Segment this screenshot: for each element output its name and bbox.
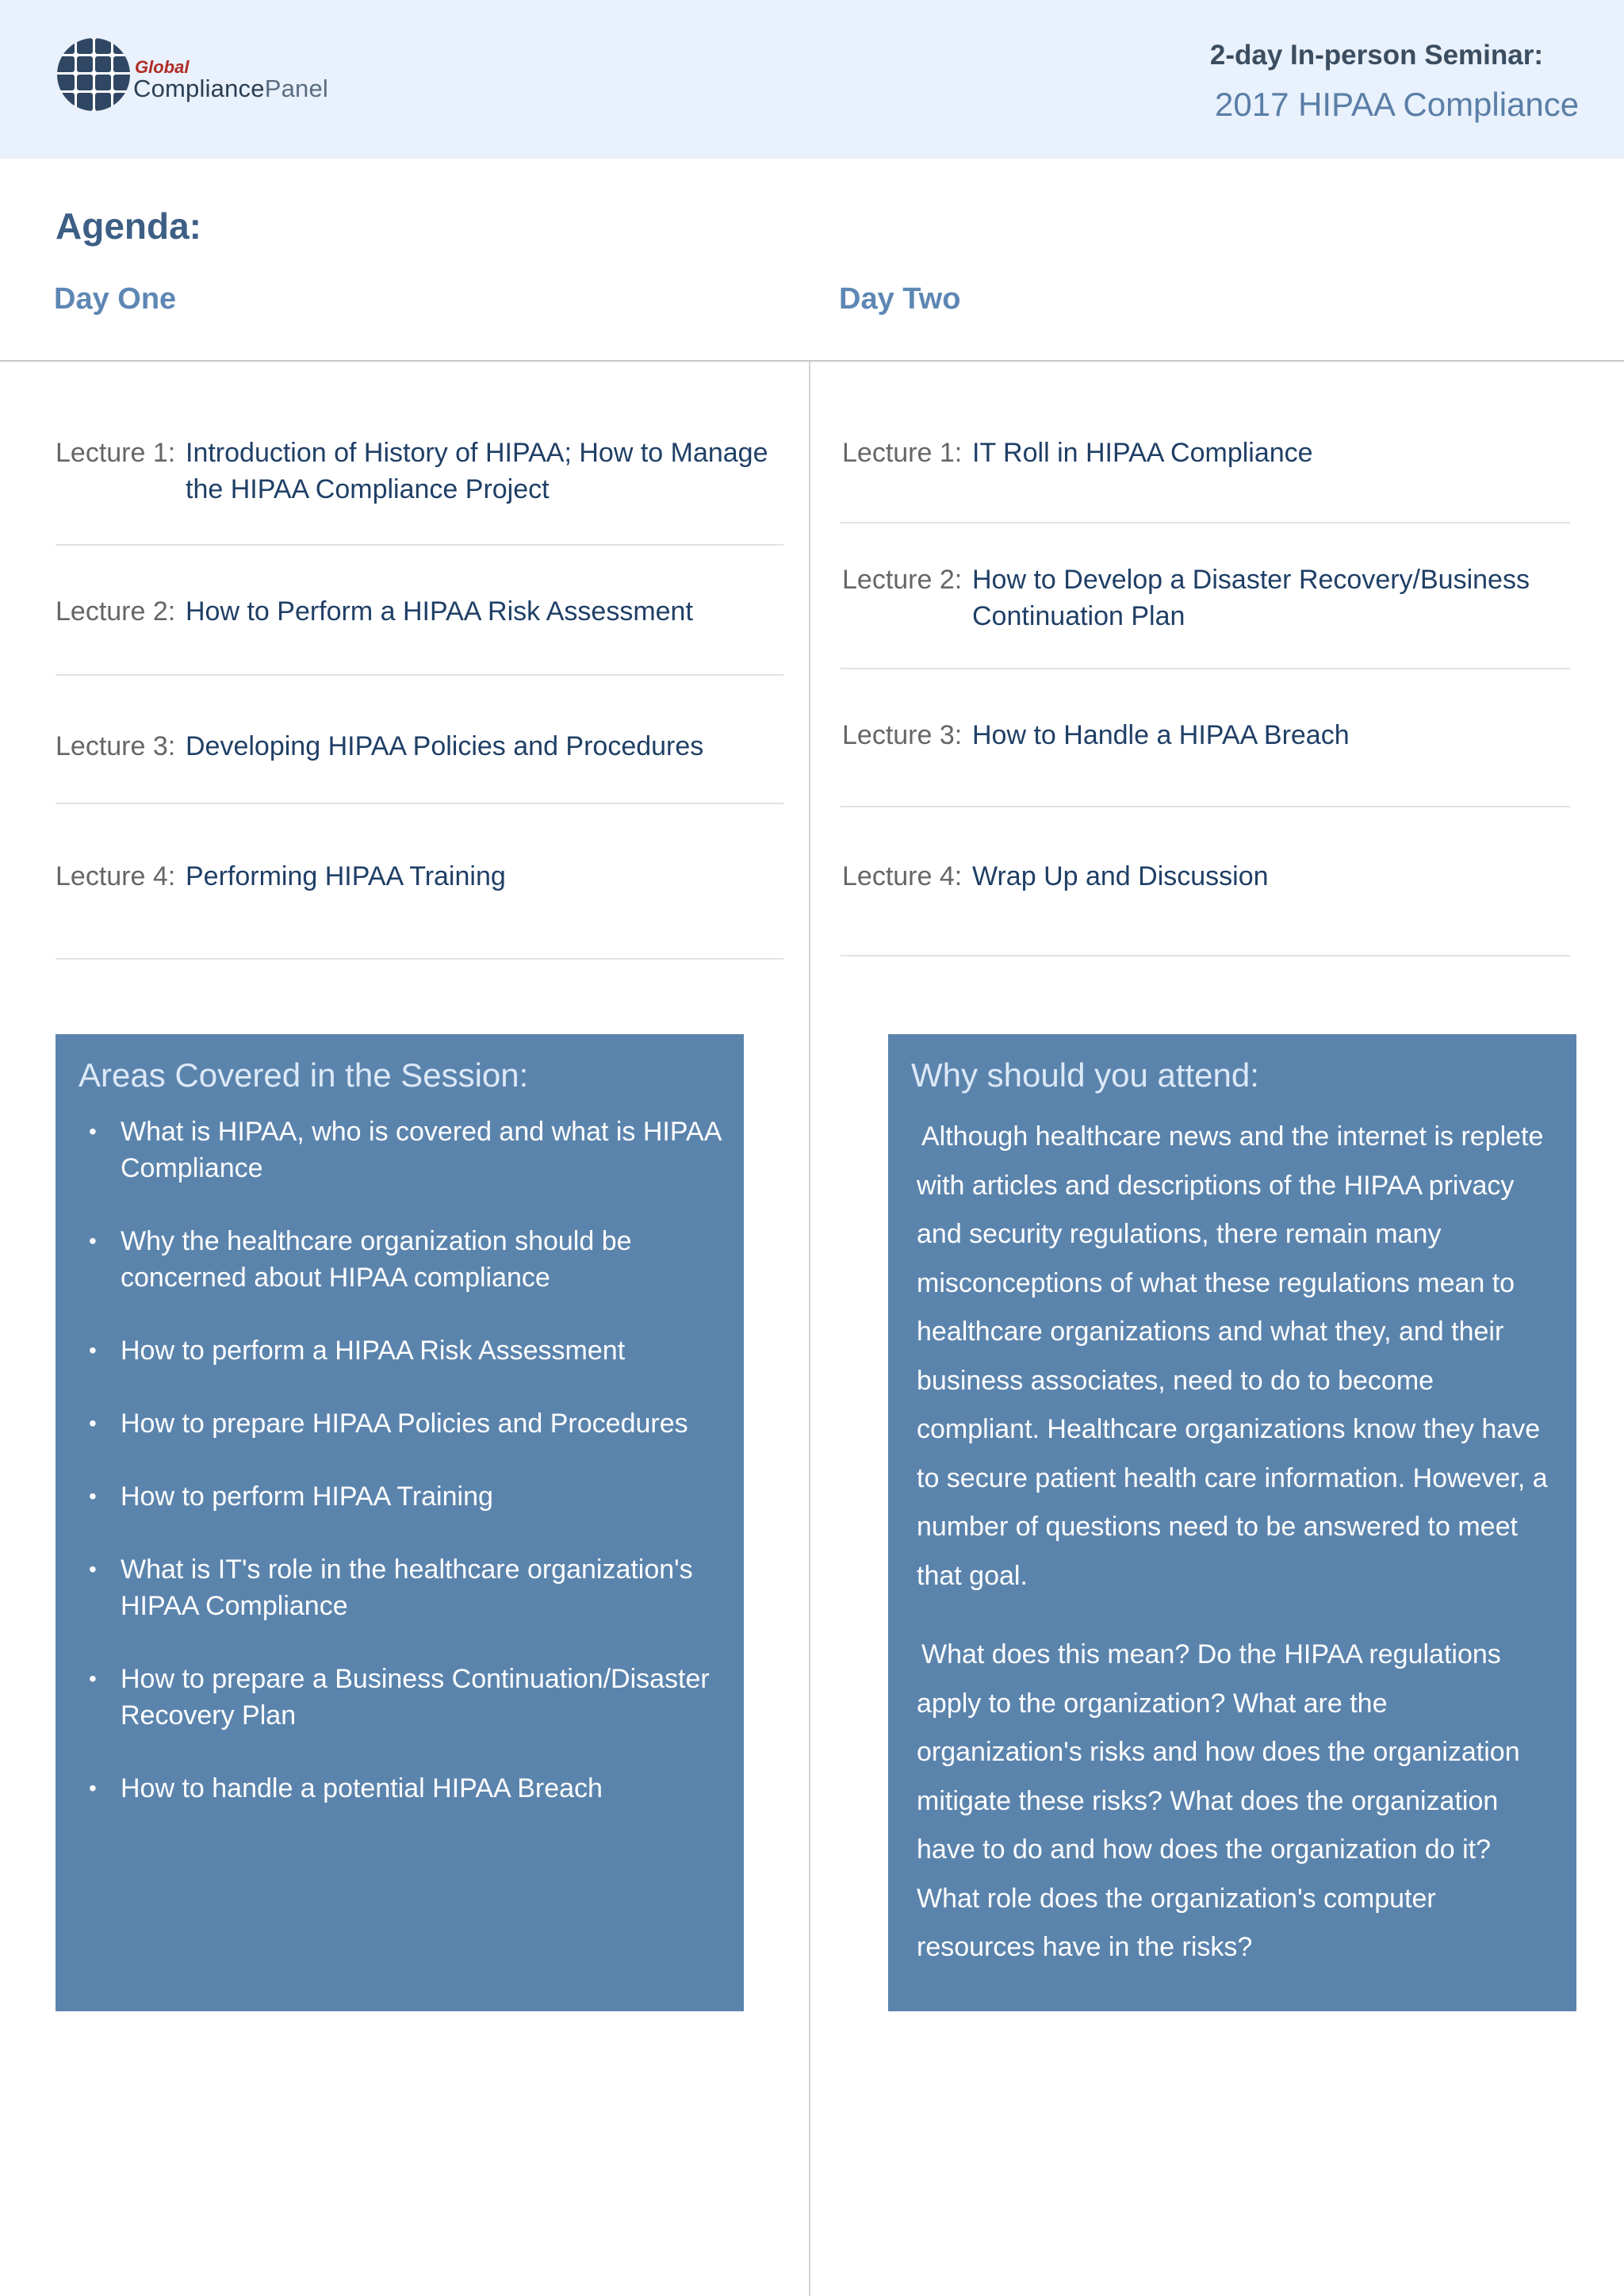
why-attend-paragraph: What does this mean? Do the HIPAA regulations apply to the organization? What are the organization's risks and how does the organization mitigate these risks? What does the organization have to do and how does the organization do it? What role does the organization's computer resources have in the risks? bbox=[917, 1639, 1520, 1962]
logo-wordmark-thin: Panel bbox=[264, 75, 328, 102]
day-two-label: Day Two bbox=[839, 282, 961, 316]
column-divider bbox=[809, 362, 810, 2296]
day-two-lecture-4 bbox=[842, 858, 1572, 895]
lecture-title: Introduction of History of HIPAA; How to Manage the HIPAA Compliance Project bbox=[186, 438, 768, 504]
day-one-label: Day One bbox=[54, 282, 177, 316]
list-item: • How to handle a potential HIPAA Breach bbox=[121, 1770, 731, 1807]
list-item: • How to perform HIPAA Training bbox=[121, 1478, 731, 1515]
seminar-title: 2017 HIPAA Compliance bbox=[1215, 86, 1580, 123]
logo-wordmark bbox=[133, 75, 328, 103]
list-item: • How to prepare a Business Continuation/Disaster Recovery Plan bbox=[121, 1661, 731, 1734]
lecture-number: Lecture 1: bbox=[56, 438, 176, 468]
globe-logo-icon bbox=[56, 36, 132, 113]
lecture-number: Lecture 4: bbox=[842, 861, 963, 891]
lecture-title: Performing HIPAA Training bbox=[186, 861, 506, 891]
list-item: • Why the healthcare organization should be concerned about HIPAA compliance bbox=[121, 1223, 731, 1296]
areas-covered-title: Areas Covered in the Session: bbox=[79, 1056, 529, 1094]
logo-wordmark-bold: Compliance bbox=[133, 75, 265, 102]
lecture-title: How to Develop a Disaster Recovery/Business Continuation Plan bbox=[972, 565, 1530, 631]
lecture-title: Developing HIPAA Policies and Procedures bbox=[186, 731, 704, 761]
lecture-separator bbox=[56, 544, 783, 546]
lecture-title: Wrap Up and Discussion bbox=[972, 861, 1269, 891]
list-item: • What is HIPAA, who is covered and what is HIPAA Compliance bbox=[121, 1114, 731, 1186]
list-item: • What is IT's role in the healthcare organization's HIPAA Compliance bbox=[121, 1551, 731, 1624]
lecture-separator bbox=[841, 806, 1570, 807]
areas-covered-list bbox=[121, 1114, 731, 1843]
why-attend-body bbox=[917, 1113, 1559, 2003]
lecture-separator bbox=[841, 522, 1570, 523]
agenda-title: Agenda: bbox=[56, 205, 201, 247]
page-header bbox=[0, 0, 1624, 159]
why-attend-panel bbox=[888, 1034, 1576, 2011]
lecture-separator bbox=[56, 958, 783, 960]
why-attend-paragraph: Although healthcare news and the internet is replete with articles and descriptions of the HIPAA privacy and security regulations, there remain many misconceptions of what these regulations mean to healthcare organizations and what they, and their business associates, need to do to become compliant. Healthcare organizations know they have to secure patient health care information. However, a number of questions need to be answered to meet that goal. bbox=[917, 1121, 1548, 1591]
day-one-lecture-4 bbox=[56, 858, 785, 895]
lecture-number: Lecture 3: bbox=[56, 731, 176, 761]
lecture-number: Lecture 2: bbox=[842, 565, 963, 595]
list-item: • How to prepare HIPAA Policies and Procedures bbox=[121, 1405, 731, 1442]
day-two-lecture-1 bbox=[842, 435, 1572, 471]
lecture-number: Lecture 1: bbox=[842, 438, 963, 468]
lecture-title: How to Perform a HIPAA Risk Assessment bbox=[186, 596, 693, 627]
lecture-number: Lecture 2: bbox=[56, 596, 176, 627]
lecture-separator bbox=[841, 955, 1570, 956]
day-one-lecture-1 bbox=[56, 435, 785, 511]
lecture-title: How to Handle a HIPAA Breach bbox=[972, 720, 1350, 750]
day-two-lecture-2 bbox=[842, 562, 1572, 638]
lecture-number: Lecture 3: bbox=[842, 720, 963, 750]
lecture-title: IT Roll in HIPAA Compliance bbox=[972, 438, 1313, 468]
agenda-divider bbox=[0, 360, 1624, 362]
list-item: • How to perform a HIPAA Risk Assessment bbox=[121, 1332, 731, 1369]
day-one-lecture-2 bbox=[56, 593, 785, 630]
areas-covered-panel bbox=[56, 1034, 744, 2011]
lecture-separator bbox=[56, 674, 783, 676]
lecture-number: Lecture 4: bbox=[56, 861, 176, 891]
why-attend-title: Why should you attend: bbox=[911, 1056, 1259, 1094]
logo-wordmark-global: Global bbox=[135, 57, 190, 77]
lecture-separator bbox=[56, 803, 783, 804]
lecture-separator bbox=[841, 668, 1570, 669]
seminar-type: 2-day In-person Seminar: bbox=[1209, 40, 1543, 71]
day-one-lecture-3 bbox=[56, 728, 785, 765]
day-two-lecture-3 bbox=[842, 717, 1572, 753]
